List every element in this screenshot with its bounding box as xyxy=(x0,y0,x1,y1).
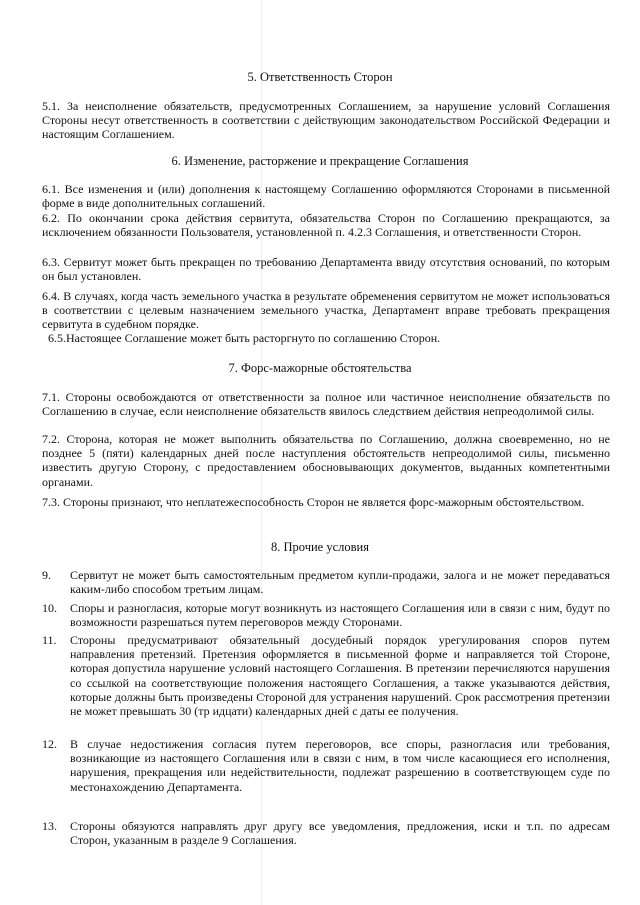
paragraph-6-1: 6.1. Все изменения и (или) дополнения к настоящему Соглашению оформляются Сторонами в письменной форме в виде дополнительных соглашений. xyxy=(42,182,610,211)
list-item-10 xyxy=(42,601,610,629)
list-item-9 xyxy=(42,568,610,596)
list-item-11 xyxy=(42,633,610,718)
paragraph-7-2: 7.2. Сторона, которая не может выполнить обязательства по Соглашению, должна своевременно, но не позднее 5 (пяти) календарных дней после наступления обстоятельств непреодолимой силы, письменно известить другую Сторону, с предоставлением обосновывающих документов, выданных компетентными органами. xyxy=(42,432,610,489)
list-item-text: Стороны обязуются направлять друг другу все уведомления, предложения, иски и т.п. по адресам Сторон, указанным в разделе 9 Соглашения. xyxy=(70,819,610,848)
section-5-heading: 5. Ответственность Сторон xyxy=(247,70,393,84)
list-item-text: Сервитут не может быть самостоятельным предметом купли-продажи, залога и не может передаваться каким-либо способом третьим лицам. xyxy=(70,568,610,597)
list-item-number: 10. xyxy=(42,601,57,615)
paragraph-7-3: 7.3. Стороны признают, что неплатежеспособность Сторон не является форс-мажорным обстоятельством. xyxy=(42,495,585,509)
paragraph-7-1: 7.1. Стороны освобождаются от ответственности за полное или частичное неисполнение обязательств по Соглашению в случае, если неисполнение обязательств явилось следствием действия непреодолимой силы. xyxy=(42,390,610,419)
list-item-text: В случае недостижения согласия путем переговоров, все споры, разногласия или требования, возникающие из настоящего Соглашения или в связи с ним, в том числе касающиеся его исполнения, нарушения, прекращения или недействительности, подлежат разрешению в соответствующем суде по местонахождению Департамента. xyxy=(70,737,610,794)
list-item-number: 12. xyxy=(42,737,57,751)
list-item-13 xyxy=(42,819,610,847)
list-item-12 xyxy=(42,737,610,794)
section-8-heading: 8. Прочие условия xyxy=(271,540,369,554)
section-7-heading: 7. Форс-мажорные обстоятельства xyxy=(228,361,412,375)
paragraph-6-5: 6.5.Настоящее Соглашение может быть расторгнуто по соглашению Сторон. xyxy=(48,331,441,345)
paragraph-6-4: 6.4. В случаях, когда часть земельного участка в результате обременения сервитутом не может использоваться в соответствии с целевым назначением земельного участка, Департамент вправе требовать прекращения сервитута в судебном порядке. xyxy=(42,289,610,332)
section-6-heading: 6. Изменение, расторжение и прекращение Соглашения xyxy=(171,154,469,168)
list-item-text: Споры и разногласия, которые могут возникнуть из настоящего Соглашения или в связи с ним, будут по возможности разрешаться путем переговоров между Сторонами. xyxy=(70,601,610,630)
list-item-number: 9. xyxy=(42,568,51,582)
paragraph-6-3: 6.3. Сервитут может быть прекращен по требованию Департамента ввиду отсутствия оснований, по которым он был установлен. xyxy=(42,255,610,284)
paragraph-6-2: 6.2. По окончании срока действия сервитута, обязательства Сторон по Соглашению прекращаются, за исключением обязанности Пользователя, установленной п. 4.2.3 Соглашения, и ответственности Сторон. xyxy=(42,211,610,240)
list-item-number: 13. xyxy=(42,819,57,833)
list-item-number: 11. xyxy=(42,633,57,647)
paragraph-5-1: 5.1. За неисполнение обязательств, предусмотренных Соглашением, за нарушение условий Соглашения Стороны несут ответственность в соответствии с действующим законодательством Российской Федерации и настоящим Соглашением. xyxy=(42,99,610,142)
list-item-text: Стороны предусматривают обязательный досудебный порядок урегулирования споров путем направления претензий. Претензия оформляется в письменной форме и направляется той Стороне, которая допустила нарушение условий настоящего Соглашения. В претензии перечисляются нарушения со ссылкой на соответствующие положения настоящего Соглашения, а также указываются действия, которые должны быть произведены Стороной для устранения нарушений. Срок рассмотрения претензии не может превышать 30 (тр идцати) календарных дней с даты ее получения. xyxy=(70,633,610,719)
